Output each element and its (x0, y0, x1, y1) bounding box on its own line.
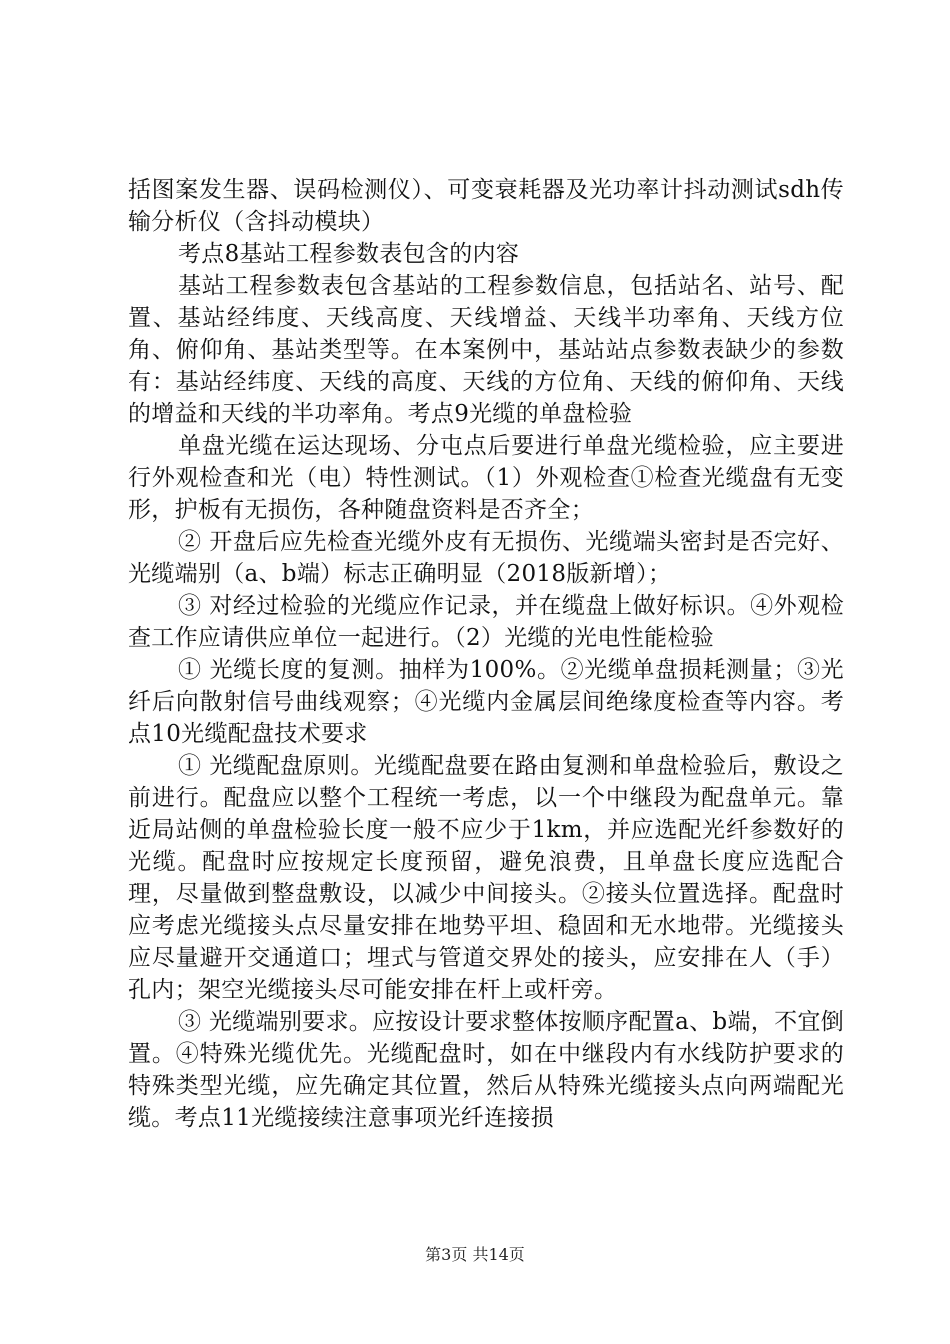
paragraph-4: ② 开盘后应先检查光缆外皮有无损伤、光缆端头密封是否完好、光缆端别（a、b端）标志正确明显（2018版新增）； (128, 529, 844, 587)
paragraph-8: ③ 光缆端别要求。应按设计要求整体按顺序配置a、b端，不宜倒置。④特殊光缆优先。光缆配盘时，如在中继段内有水线防护要求的特殊类型光缆，应先确定其位置，然后从特殊光缆接头点向两端配光缆。考点11光缆接续注意事项光纤连接损 (128, 1009, 844, 1131)
paragraph-5: ③ 对经过检验的光缆应作记录，并在缆盘上做好标识。④外观检查工作应请供应单位一起进行。（2）光缆的光电性能检验 (128, 593, 844, 651)
paragraph-3: 单盘光缆在运达现场、分屯点后要进行单盘光缆检验，应主要进行外观检查和光（电）特性测试。（1）外观检查①检查光缆盘有无变形，护板有无损伤，各种随盘资料是否齐全； (128, 433, 844, 523)
page-footer: 第3页 共14页 (425, 1245, 525, 1264)
section-heading-8: 考点8基站工程参数表包含的内容 (178, 241, 520, 267)
paragraph-1: 括图案发生器、误码检测仪）、可变衰耗器及光功率计抖动测试sdh传输分析仪（含抖动模块） (128, 177, 844, 235)
paragraph-6: ① 光缆长度的复测。抽样为100%。②光缆单盘损耗测量；③光纤后向散射信号曲线观察；④光缆内金属层间绝缘度检查等内容。考点10光缆配盘技术要求 (128, 657, 844, 747)
paragraph-2: 基站工程参数表包含基站的工程参数信息，包括站名、站号、配置、基站经纬度、天线高度、天线增益、天线半功率角、天线方位角、俯仰角、基站类型等。在本案例中，基站站点参数表缺少的参数有：基站经纬度、天线的高度、天线的方位角、天线的俯仰角、天线的增益和天线的半功率角。考点9光缆的单盘检验 (128, 273, 844, 427)
paragraph-7: ① 光缆配盘原则。光缆配盘要在路由复测和单盘检验后，敷设之前进行。配盘应以整个工程统一考虑，以一个中继段为配盘单元。靠近局站侧的单盘检验长度一般不应少于1km，并应选配光纤参数好的光缆。配盘时应按规定长度预留，避免浪费，且单盘长度应选配合理，尽量做到整盘敷设，以减少中间接头。②接头位置选择。配盘时应考虑光缆接头点尽量安排在地势平坦、稳固和无水地带。光缆接头应尽量避开交通道口；埋式与管道交界处的接头，应安排在人（手）孔内；架空光缆接头尽可能安排在杆上或杆旁。 (128, 753, 844, 1003)
document-body (128, 174, 844, 1134)
